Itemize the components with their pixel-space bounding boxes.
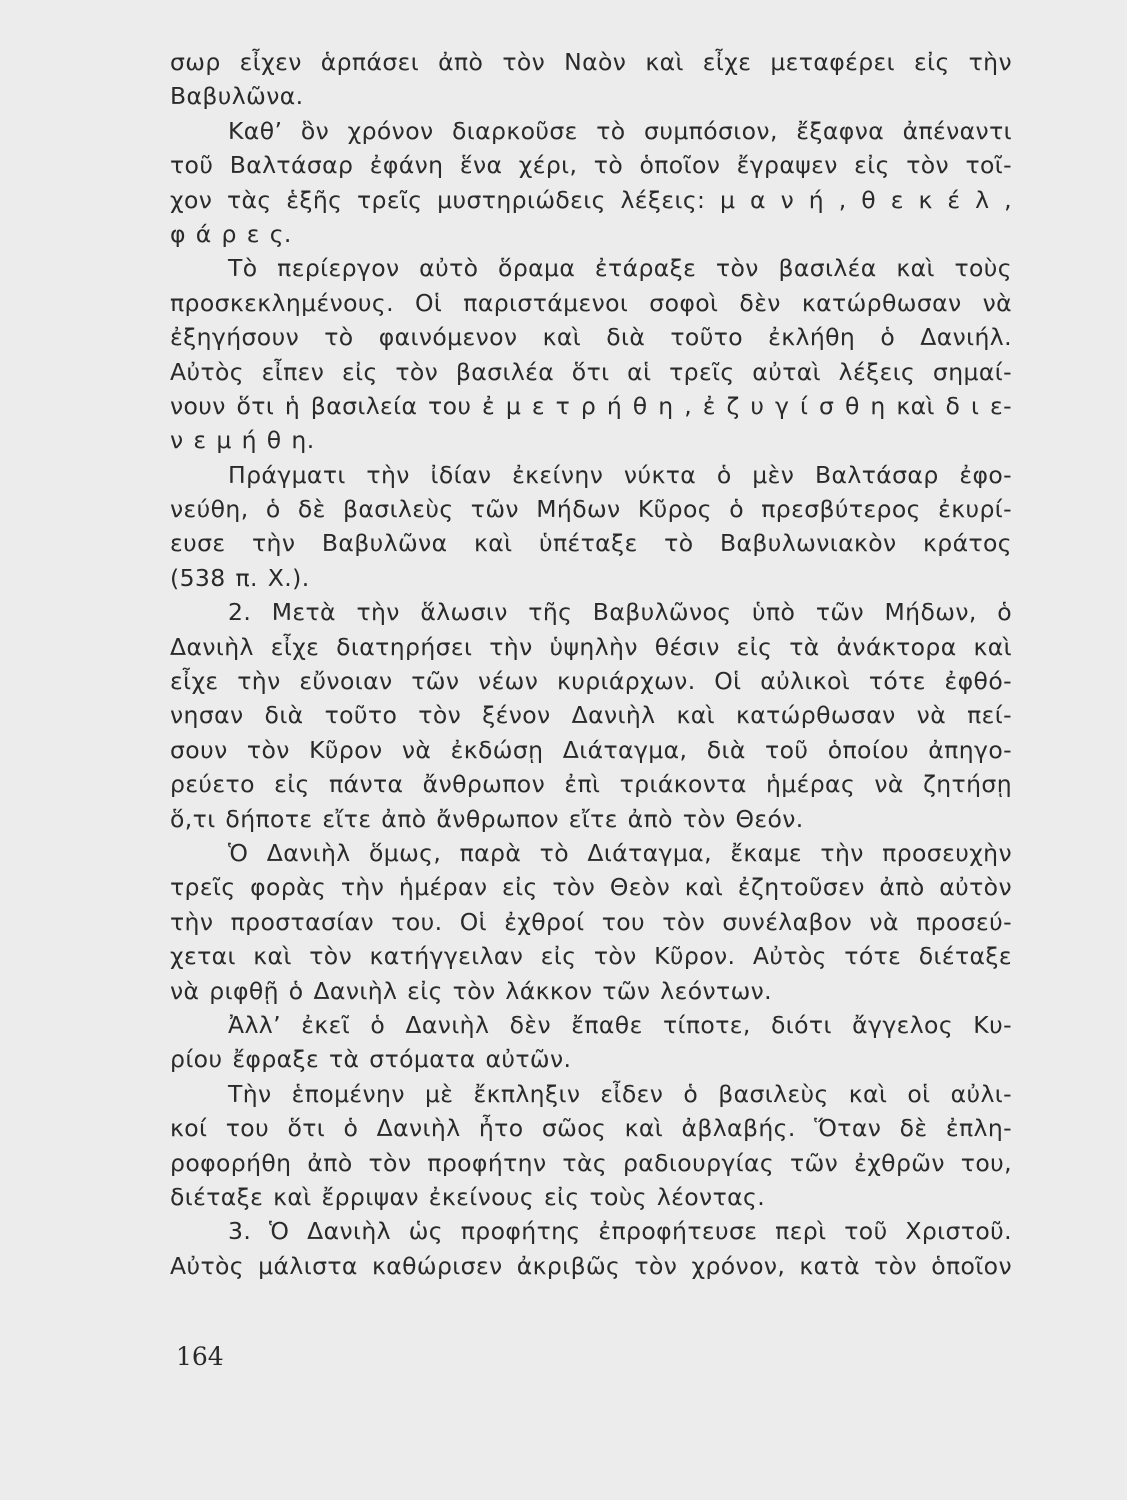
text-line: σουν τὸν Κῦρον νὰ ἐκδώσῃ Διάταγμα, διὰ τοῦ ὁποίου ἀπηγο- bbox=[170, 735, 1012, 764]
text-line: Πράγματι τὴν ἰδίαν ἐκείνην νύκτα ὁ μὲν Βαλτάσαρ ἐφο- bbox=[228, 460, 1012, 489]
text-line: ευσε τὴν Βαβυλῶνα καὶ ὑπέταξε τὸ Βαβυλωνιακὸν κράτος bbox=[170, 529, 1012, 558]
text-line: Ὁ Δανιὴλ ὅμως, παρὰ τὸ Διάταγμα, ἔκαμε τὴν προσευχὴν bbox=[228, 838, 1012, 867]
body-text bbox=[170, 45, 1012, 1283]
text-line: ρεύετο εἰς πάντα ἄνθρωπον ἐπὶ τριάκοντα ἡμέρας νὰ ζητήσῃ bbox=[170, 770, 1012, 799]
text-line: (538 π. Χ.). bbox=[170, 563, 310, 592]
text-line: νησαν διὰ τοῦτο τὸν ξένον Δανιὴλ καὶ κατώρθωσαν νὰ πεί- bbox=[170, 701, 1012, 730]
text-line: ν ε μ ή θ η. bbox=[170, 426, 315, 455]
text-line: νεύθη, ὁ δὲ βασιλεὺς τῶν Μήδων Κῦρος ὁ πρεσβύτερος ἐκυρί- bbox=[170, 495, 1012, 524]
text-line: προσκεκλημένους. Οἱ παριστάμενοι σοφοὶ δὲν κατώρθωσαν νὰ bbox=[170, 288, 1012, 317]
text-line: εἶχε τὴν εὔνοιαν τῶν νέων κυριάρχων. Οἱ αὐλικοὶ τότε ἐφθό- bbox=[170, 667, 1012, 696]
text-line: 3. Ὁ Δανιὴλ ὡς προφήτης ἐπροφήτευσε περὶ τοῦ Χριστοῦ. bbox=[228, 1217, 1012, 1246]
text-line: σωρ εἶχεν ἁρπάσει ἀπὸ τὸν Ναὸν καὶ εἶχε μεταφέρει εἰς τὴν bbox=[170, 48, 1012, 76]
text-line: χον τὰς ἑξῆς τρεῖς μυστηριώδεις λέξεις: μ α ν ή , θ ε κ έ λ , bbox=[170, 185, 1012, 214]
text-line: Τὸ περίεργον αὐτὸ ὅραμα ἐτάραξε τὸν βασιλέα καὶ τοὺς bbox=[228, 254, 1012, 283]
text-line: χεται καὶ τὸν κατήγγειλαν εἰς τὸν Κῦρον. Αὐτὸς τότε διέταξε bbox=[170, 942, 1012, 971]
text-line: τὴν προστασίαν του. Οἱ ἐχθροί του τὸν συνέλαβον νὰ προσεύ- bbox=[170, 907, 1012, 936]
text-line: τοῦ Βαλτάσαρ ἐφάνη ἕνα χέρι, τὸ ὁποῖον ἔγραψεν εἰς τὸν τοῖ- bbox=[170, 151, 1012, 180]
text-line: Αὐτὸς εἶπεν εἰς τὸν βασιλέα ὅτι αἱ τρεῖς αὐταὶ λέξεις σημαί- bbox=[170, 357, 1012, 386]
text-line: ροφορήθη ἀπὸ τὸν προφήτην τὰς ραδιουργίας τῶν ἐχθρῶν του, bbox=[170, 1148, 1012, 1177]
text-line: διέταξε καὶ ἔρριψαν ἐκείνους εἰς τοὺς λέοντας. bbox=[170, 1182, 766, 1211]
text-line: Αὐτὸς μάλιστα καθώρισεν ἀκριβῶς τὸν χρόνον, κατὰ τὸν ὁποῖον bbox=[170, 1251, 1012, 1280]
text-line: Ἀλλ’ ἐκεῖ ὁ Δανιὴλ δὲν ἔπαθε τίποτε, διότι ἄγγελος Κυ- bbox=[228, 1010, 1012, 1039]
text-line: ἐξηγήσουν τὸ φαινόμενον καὶ διὰ τοῦτο ἐκλήθη ὁ Δανιήλ. bbox=[170, 323, 1012, 352]
text-line: Τὴν ἑπομένην μὲ ἔκπληξιν εἶδεν ὁ βασιλεὺς καὶ οἱ αὐλι- bbox=[228, 1079, 1012, 1108]
text-line: κοί του ὅτι ὁ Δανιὴλ ἦτο σῶος καὶ ἀβλαβής. Ὅταν δὲ ἐπλη- bbox=[170, 1114, 1012, 1143]
page-number: 164 bbox=[176, 1342, 224, 1371]
text-line: Βαβυλῶνα. bbox=[170, 82, 304, 111]
text-line: νὰ ριφθῇ ὁ Δανιὴλ εἰς τὸν λάκκον τῶν λεόντων. bbox=[170, 976, 773, 1005]
text-line: ὅ,τι δήποτε εἴτε ἀπὸ ἄνθρωπον εἴτε ἀπὸ τὸν Θεόν. bbox=[170, 804, 804, 833]
text-line: Καθ’ ὃν χρόνον διαρκοῦσε τὸ συμπόσιον, ἔξαφνα ἀπέναντι bbox=[228, 116, 1012, 145]
text-line: 2. Μετὰ τὴν ἅλωσιν τῆς Βαβυλῶνος ὑπὸ τῶν Μήδων, ὁ bbox=[228, 598, 1012, 627]
text-line: τρεῖς φορὰς τὴν ἡμέραν εἰς τὸν Θεὸν καὶ ἐζητοῦσεν ἀπὸ αὐτὸν bbox=[170, 873, 1012, 902]
text-line: ρίου ἔφραξε τὰ στόματα αὐτῶν. bbox=[170, 1045, 572, 1074]
text-line: νουν ὅτι ἡ βασιλεία του ἐ μ ε τ ρ ή θ η , ἐ ζ υ γ ί σ θ η καὶ δ ι ε- bbox=[170, 391, 1012, 420]
text-line: Δανιὴλ εἶχε διατηρήσει τὴν ὑψηλὴν θέσιν εἰς τὰ ἀνάκτορα καὶ bbox=[170, 632, 1012, 661]
text-line: φ ά ρ ε ς. bbox=[170, 219, 292, 248]
